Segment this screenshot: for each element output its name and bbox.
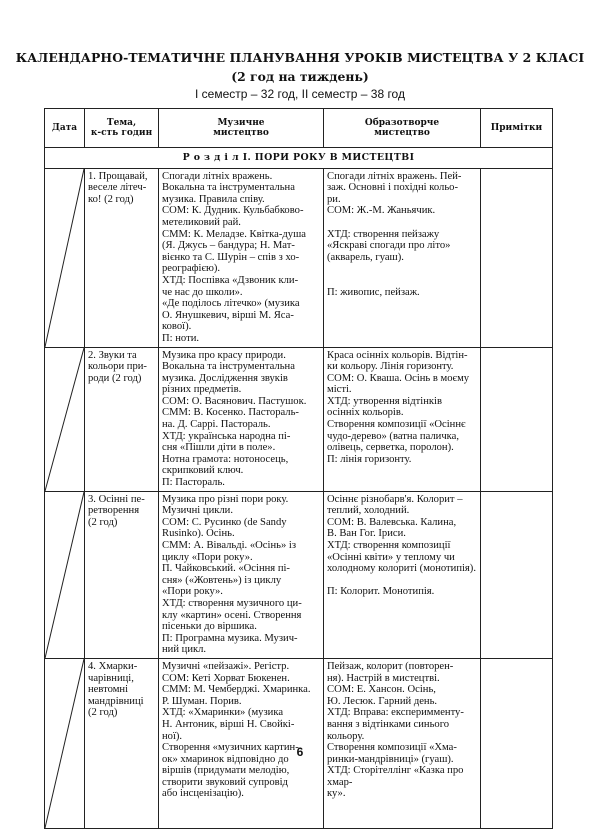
art-cell: Спогади літніх вражень. Пей- заж. Основні і похідні кольо- ри. СОМ: Ж.-М. Жаньячик. ХТД: створення пейзажу «Яскраві спогади про літо» (акварель, гуаш). П: живопис, пейзаж. (324, 168, 481, 347)
column-header-notes: Примітки (481, 109, 553, 148)
notes-cell[interactable] (481, 168, 553, 347)
section-title: Р о з д і л І. ПОРИ РОКУ В МИСТЕЦТВІ (45, 148, 553, 169)
diagonal-line-icon (45, 492, 84, 658)
date-cell[interactable] (45, 168, 85, 347)
topic-cell: 2. Звуки та кольори при- роди (2 год) (85, 347, 159, 491)
lesson-plan-table (44, 108, 553, 829)
date-cell[interactable] (45, 658, 85, 828)
table-row (45, 658, 553, 828)
page-subtitle: (2 год на тиждень) (231, 69, 369, 84)
music-cell: Спогади літніх вражень. Вокальна та інструментальна музика. Правила співу. СОМ: К. Дудник. Кульбабково- метеликовий рай. СММ: К. Меладзе. Квітка-душа (Я. Джусь – бандура; Н. Мат- вієнко та С. Шурін – спів з хо- реографією). ХТД: Поспівка «Дзвоник кли- че нас до школи». «Де поділось літечко» (музика О. Янушкевич, вірші М. Яса- кової). П: ноти. (159, 168, 324, 347)
notes-cell[interactable] (481, 658, 553, 828)
music-cell: Музичні «пейзажі». Регістр. СОМ: Кеті Хорват Бюкенен. СММ: М. Чемберджі. Хмаринка. Р. Шуман. Порив. ХТД: «Хмаринки» (музика Н. Антоник, вірші Н. Свойкі- ної). Створення «музичних картин- ок» хмаринок відповідно до віршів (придумати мелодію, створити звуковий супровід або інсценізацію). (159, 658, 324, 828)
topic-cell: 1. Прощавай, веселе літеч- ко! (2 год) (85, 168, 159, 347)
notes-cell[interactable] (481, 347, 553, 491)
table-row (45, 347, 553, 491)
diagonal-line-icon (45, 169, 84, 347)
music-cell: Музика про різні пори року. Музичні цикли. СОМ: С. Русинко (de Sandy Rusinko). Осінь. СММ: А. Вівальді. «Осінь» із циклу «Пори року». П. Чайковський. «Осіння пі- сня» («Жовтень») із циклу «Пори року». ХТД: створення музичного ци- клу «картин» осені. Створення пісеньки до віршика. П: Програмна музика. Музич- ний цикл. (159, 491, 324, 658)
topic-cell: 3. Осінні пе- ретворення (2 год) (85, 491, 159, 658)
topic-cell: 4. Хмарки- чарівниці, невтомні мандрівниці (2 год) (85, 658, 159, 828)
page-title: КАЛЕНДАРНО-ТЕМАТИЧНЕ ПЛАНУВАННЯ УРОКІВ МИСТЕЦТВА У 2 КЛАСІ (15, 50, 585, 65)
art-cell: Пейзаж, колорит (повторен- ня). Настрій в мистецтві. СОМ: Е. Хансон. Осінь, Ю. Лесюк. Гарний день. ХТД: Вправа: експеримменту- вання з відтінками синього кольору. Створення композиції «Хма- ринки-мандрівниці» (гуаш). ХТД: Сторітеллінг «Казка про хмар- ку». (324, 658, 481, 828)
column-header-date: Дата (45, 109, 85, 148)
music-cell: Музика про красу природи. Вокальна та інструментальна музика. Дослідження звуків різних предметів. СОМ: О. Васянович. Пастушок. СММ: В. Косенко. Пастораль- на. Д. Саррі. Пастораль. ХТД: українська народна пі- сня «Пішли діти в поле». Нотна грамота: нотоносець, скрипковий ключ. П: Пастораль. (159, 347, 324, 491)
section-row (45, 148, 553, 169)
diagonal-line-icon (45, 348, 84, 491)
column-header-topic: Тема, к-сть годин (85, 109, 159, 148)
date-cell[interactable] (45, 491, 85, 658)
date-cell[interactable] (45, 347, 85, 491)
notes-cell[interactable] (481, 491, 553, 658)
table-row (45, 168, 553, 347)
column-header-art: Образотворче мистецтво (324, 109, 481, 148)
art-cell: Осіннє різнобарв'я. Колорит – теплий, холодний. СОМ: В. Валевська. Калина, В. Ван Гог. Іриси. ХТД: створення композиції «Осінні квіти» у теплому чи холодному колориті (монотипія). П: Колорит. Монотипія. (324, 491, 481, 658)
art-cell: Краса осінніх кольорів. Відтін- ки кольору. Лінія горизонту. СОМ: О. Кваша. Осінь в моєму місті. ХТД: утворення відтінків осінніх кольорів. Створення композиції «Осіннє чудо-дерево» (ватна паличка, олівець, серветка, поролон). П: лінія горизонту. (324, 347, 481, 491)
column-header-music: Музичне мистецтво (159, 109, 324, 148)
page-number: 6 (296, 745, 304, 759)
table-row (45, 491, 553, 658)
diagonal-line-icon (45, 659, 84, 828)
semester-hours: І семестр – 32 год, ІІ семестр – 38 год (195, 87, 405, 101)
table-header-row (45, 109, 553, 148)
